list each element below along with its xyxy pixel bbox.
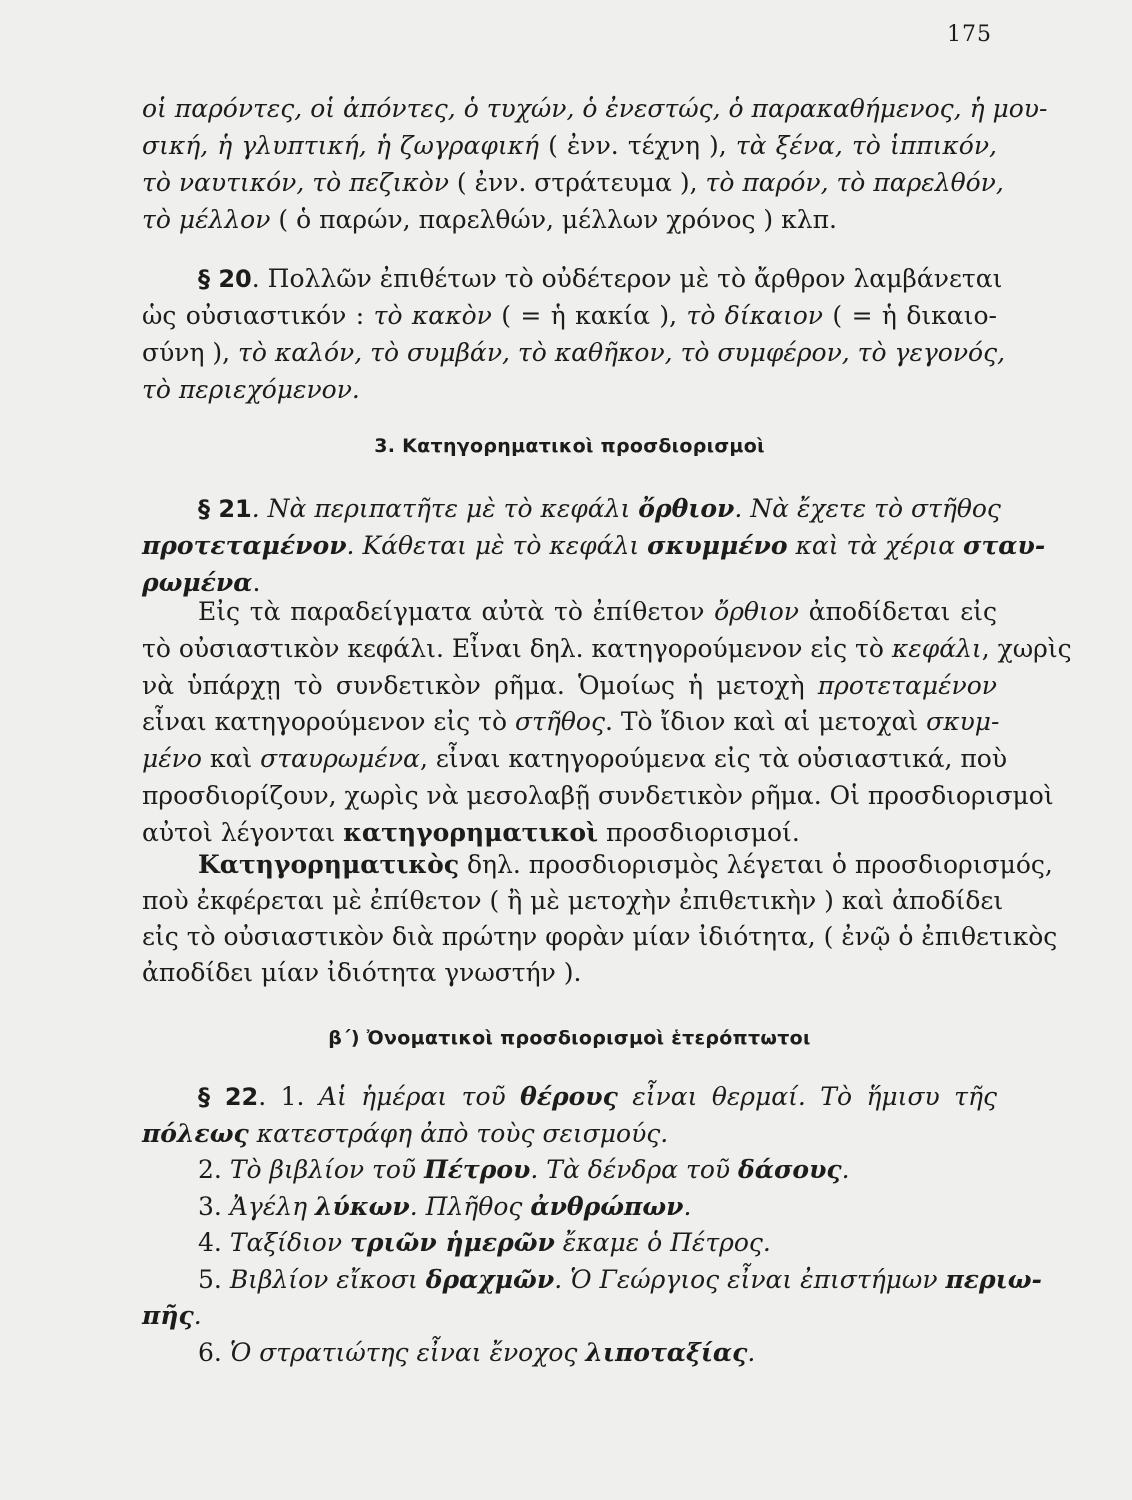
text-run: . Κάθεται μὲ τὸ κεφάλι: [346, 531, 648, 560]
list-line: [198, 1153, 997, 1187]
p2-line: [198, 262, 1003, 296]
text-run: νὰ ὑπάρχῃ τὸ συνδετικὸν ρῆμα. Ὁμοίως ἡ μετοχὴ: [142, 670, 818, 700]
text-run: τὸ παρόν, τὸ παρελθόν,: [705, 168, 1004, 197]
text-run: 5.: [198, 1264, 230, 1294]
text-run: σκυμ-: [926, 707, 1000, 737]
page-number: 175: [947, 22, 992, 47]
p2-line: [142, 373, 997, 407]
text-run: δηλ. προσδιορισμὸς λέγεται ὁ προσδιορισμός,: [459, 850, 1053, 879]
list-line: [142, 1299, 997, 1333]
list-line: [198, 1263, 1042, 1297]
text-run: § 21: [198, 495, 252, 523]
text-run: τὸ οὐσιαστικὸν κεφάλι. Εἶναι δηλ. κατηγορούμενον εἰς τὸ: [142, 633, 892, 663]
text-run: δραχμῶν: [425, 1264, 555, 1294]
text-run: σταυ-: [963, 531, 1046, 560]
p4-line: [142, 816, 997, 850]
p5-line: [198, 848, 1053, 882]
text-run: θέρους: [520, 1082, 618, 1111]
text-run: τριῶν ἡμερῶν: [350, 1228, 555, 1257]
p3-line: [142, 529, 1046, 563]
text-run: ( = ἡ δικαιο-: [823, 301, 997, 330]
section-heading-heteroptotic: β΄) Ὀνοματικοὶ προσδιορισμοὶ ἑτερόπτωτοι: [328, 1027, 811, 1049]
p4-line: [142, 669, 997, 703]
text-run: ρωμένα: [142, 568, 253, 597]
p1-line: [142, 203, 997, 237]
text-run: , εἶναι κατηγορούμενα εἰς τὰ οὐσιαστικά, ποὺ: [419, 744, 1008, 774]
text-run: 3.: [198, 1191, 230, 1221]
text-run: αὐτοὶ λέγονται: [142, 817, 344, 847]
text-run: τὸ δίκαιον: [686, 301, 823, 330]
text-run: σική, ἡ γλυπτική, ἡ ζωγραφική: [142, 131, 540, 160]
section-heading-predicative: 3. Κατηγορηματικοὶ προσδιορισμοὶ: [374, 435, 765, 457]
text-run: λύκων: [315, 1191, 410, 1221]
text-run: τὸ μέλλον: [142, 205, 271, 234]
text-run: προτεταμένον: [142, 531, 347, 560]
text-run: , χωρὶς: [981, 633, 1072, 663]
text-run: καὶ τὰ χέρια: [787, 531, 964, 560]
p4-line: [198, 595, 997, 629]
list-line: [198, 1226, 997, 1260]
p1-line: [142, 92, 1048, 126]
p4-line: [142, 779, 1054, 813]
p5-line: [142, 920, 1058, 954]
p4-line: [142, 742, 1008, 776]
text-run: περιω-: [945, 1264, 1042, 1294]
text-run: Εἰς τὰ παραδείγματα αὐτὰ τὸ ἐπίθετον: [198, 597, 715, 626]
text-run: . Τὰ δένδρα τοῦ: [530, 1155, 739, 1184]
text-run: ποὺ ἐκφέρεται μὲ ἐπίθετον ( ἢ μὲ μετοχὴν ἐπιθετικὴν ) καὶ ἀποδίδει: [142, 886, 1004, 915]
text-run: . Τὸ ἴδιον καὶ αἱ μετοχαὶ: [604, 707, 927, 737]
text-run: ἀνθρώπων: [530, 1191, 684, 1221]
p4-line: [142, 632, 1072, 666]
text-run: Ταξίδιον: [229, 1228, 350, 1257]
text-run: 4.: [198, 1228, 230, 1257]
text-run: . Πλῆθος: [409, 1191, 531, 1221]
text-run: ὄρθιον: [638, 494, 735, 523]
p5-line: [142, 884, 1004, 918]
text-run: στῆθος: [514, 707, 605, 737]
text-run: ( ὁ παρών, παρελθών, μέλλων χρόνος ) κλπ.: [270, 205, 837, 234]
text-run: τὰ ξένα, τὸ ἱππικόν,: [735, 131, 997, 160]
text-run: σύνη ),: [142, 338, 239, 367]
text-run: εἶναι θερμαί. Τὸ ἥμισυ τῆς: [617, 1082, 997, 1111]
text-run: τὸ περιεχόμενον.: [142, 375, 360, 404]
text-run: μένο: [142, 744, 202, 774]
text-run: εἰς τὸ οὐσιαστικὸν διὰ πρώτην φορὰν μίαν ἰδιότητα, ( ἐνῷ ὁ ἐπιθετικὸς: [142, 922, 1058, 951]
text-run: . Πολλῶν ἐπιθέτων τὸ οὐδέτερον μὲ τὸ ἄρθρον λαμβάνεται: [251, 264, 1003, 293]
text-run: .: [683, 1191, 692, 1221]
p1-line: [142, 166, 1004, 200]
text-run: .: [252, 568, 261, 597]
p6-line: [142, 1117, 997, 1151]
text-run: οἱ παρόντες, οἱ ἀπόντες, ὁ τυχών, ὁ ἐνεστώς, ὁ παρακαθήμενος, ἡ μου-: [142, 94, 1048, 123]
text-run: κεφάλι: [891, 633, 982, 663]
text-run: εἶναι κατηγορούμενον εἰς τὸ: [142, 707, 515, 737]
text-run: . 1.: [258, 1082, 319, 1111]
text-run: προσδιορίζουν, χωρὶς νὰ μεσολαβῇ συνδετικὸν ρῆμα. Οἱ προσδιορισμοὶ: [142, 781, 1054, 810]
text-run: τὸ καλόν, τὸ συμβάν, τὸ καθῆκον, τὸ συμφέρον, τὸ γεγονός,: [238, 338, 1006, 367]
text-run: Κατηγορηματικὸς: [198, 850, 460, 879]
text-run: σκυμμένο: [647, 531, 788, 560]
p3-line: [198, 492, 1001, 526]
text-run: ( ἐνν. τέχνη ),: [539, 131, 736, 160]
text-run: ἔκαμε ὁ Πέτρος.: [554, 1228, 771, 1257]
text-run: § 20: [198, 265, 252, 293]
text-run: 2.: [198, 1155, 230, 1184]
p2-line: [142, 299, 997, 333]
text-run: λιποταξίας: [585, 1337, 748, 1367]
text-run: . Ὁ Γεώργιος εἶναι ἐπιστήμων: [554, 1264, 946, 1294]
text-run: δάσους: [738, 1155, 842, 1184]
text-run: .: [841, 1155, 850, 1184]
text-run: Πέτρου: [424, 1155, 531, 1184]
text-run: . Νὰ περιπατῆτε μὲ τὸ κεφάλι: [251, 494, 639, 523]
text-run: ( ἐνν. στράτευμα ),: [448, 168, 706, 197]
text-run: § 22: [198, 1083, 259, 1111]
list-line: [198, 1190, 997, 1224]
text-run: .: [193, 1301, 202, 1330]
p4-line: [142, 705, 1000, 739]
text-run: σταυρωμένα: [260, 744, 420, 774]
text-run: ἀποδίδεται εἰς: [799, 597, 997, 626]
text-run: κατηγορηματικοὶ: [343, 817, 599, 847]
text-run: . Νὰ ἔχετε τὸ στῆθος: [734, 494, 1001, 523]
text-run: καὶ: [201, 744, 261, 774]
text-run: ὄρθιον: [714, 597, 799, 626]
text-run: Αἱ ἡμέραι τοῦ: [318, 1082, 521, 1111]
text-run: κατεστράφη ἀπὸ τοὺς σεισμούς.: [248, 1119, 669, 1148]
text-run: τὸ ναυτικόν, τὸ πεζικὸν: [142, 168, 449, 197]
text-run: πῆς: [142, 1301, 194, 1330]
text-run: προσδιορισμοί.: [598, 817, 800, 847]
text-run: Τὸ βιβλίον τοῦ: [229, 1155, 425, 1184]
text-run: Βιβλίον εἴκοσι: [229, 1264, 426, 1294]
p1-line: [142, 129, 997, 163]
text-run: Ἀγέλη: [229, 1191, 315, 1221]
text-run: 6.: [198, 1337, 230, 1367]
text-run: τὸ κακὸν: [373, 301, 492, 330]
p6-line: [198, 1080, 997, 1114]
text-run: προτεταμένον: [817, 670, 997, 700]
p5-line: [142, 956, 997, 990]
text-run: ὡς οὐσιαστικόν :: [142, 301, 374, 330]
text-run: ( = ἡ κακία ),: [491, 301, 687, 330]
p2-line: [142, 336, 1006, 370]
text-run: Ὁ στρατιώτης εἶναι ἔνοχος: [229, 1337, 586, 1367]
text-run: ἀποδίδει μίαν ἰδιότητα γνωστήν ).: [142, 958, 582, 987]
text-run: πόλεως: [142, 1119, 249, 1148]
list-line: [198, 1336, 997, 1370]
text-run: .: [747, 1337, 756, 1367]
